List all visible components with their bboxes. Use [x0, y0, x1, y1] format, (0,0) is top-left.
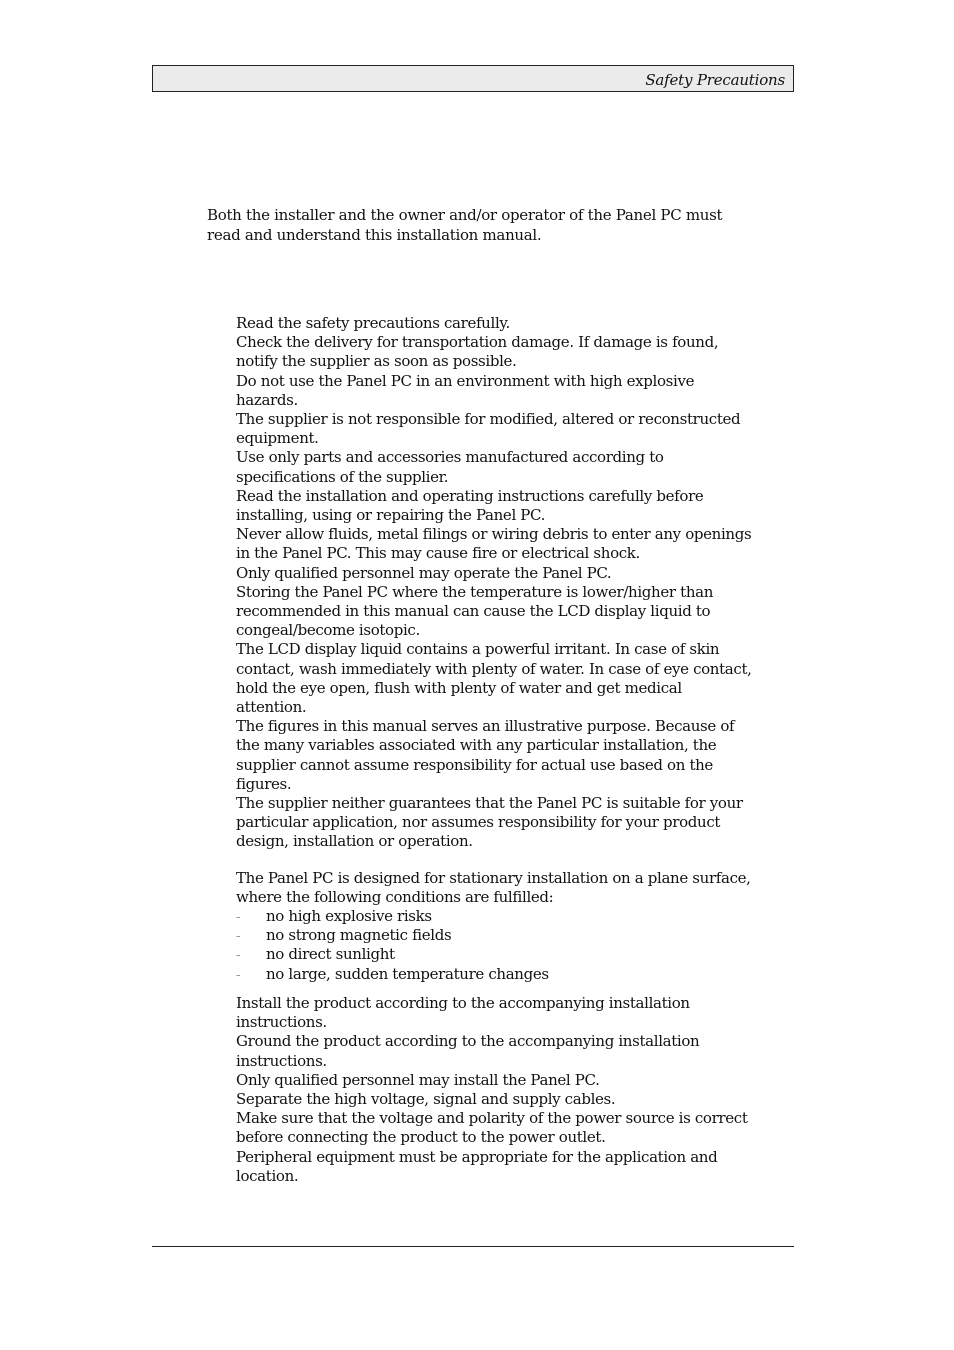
precaution-item: Read the safety precautions carefully.: [236, 314, 510, 332]
installation-instructions-list: [236, 994, 756, 1186]
condition-text: no high explosive risks: [266, 907, 432, 925]
instruction-item: Separate the high voltage, signal and supply cables.: [236, 1090, 616, 1109]
footer-rule: [152, 1246, 794, 1247]
instruction-item: Ground the product according to the accompanying installation instructions.: [236, 1032, 700, 1070]
condition-item: [236, 926, 736, 945]
condition-text: no strong magnetic fields: [266, 926, 452, 945]
instruction-item: Only qualified personnel may install the Panel PC.: [236, 1070, 600, 1089]
condition-text: no large, sudden temperature changes: [266, 964, 549, 983]
installation-intro-text: The Panel PC is designed for stationary installation on a plane surface, where the following conditions are fulfilled:: [236, 869, 751, 907]
precaution-item: Use only parts and accessories manufactured according to specifications of the supplier.: [236, 448, 664, 486]
precaution-item: The supplier is not responsible for modified, altered or reconstructed equipment.: [236, 410, 741, 448]
installation-intro: [236, 869, 756, 907]
dash-bullet: –: [236, 970, 241, 981]
installation-conditions-list: [236, 907, 736, 984]
dash-bullet: –: [236, 951, 241, 962]
page-header: [152, 65, 794, 92]
general-precautions-list: [236, 314, 756, 852]
precaution-item: Storing the Panel PC where the temperature is lower/higher than recommended in this manual can cause the LCD display liquid to congeal/become isotopic.: [236, 582, 714, 640]
precaution-item: Do not use the Panel PC in an environment with high explosive hazards.: [236, 371, 695, 409]
instruction-item: Install the product according to the accompanying installation instructions.: [236, 994, 690, 1032]
header-title: Safety Precautions: [645, 71, 785, 89]
precaution-item: Check the delivery for transportation damage. If damage is found, notify the supplier as soon as possible.: [236, 333, 719, 371]
precaution-item: Read the installation and operating instructions carefully before installing, using or repairing the Panel PC.: [236, 486, 704, 525]
precaution-item: The figures in this manual serves an illustrative purpose. Because of the many variables associated with any particular installation, the supplier cannot assume responsibility for actual use based on the figures.: [236, 717, 735, 793]
dash-bullet: –: [236, 913, 241, 923]
dash-bullet: –: [236, 932, 241, 943]
condition-text: no direct sunlight: [266, 945, 395, 964]
condition-item: [236, 907, 736, 926]
condition-item: [236, 945, 736, 964]
precaution-item: Only qualified personnel may operate the Panel PC.: [236, 563, 612, 582]
condition-item: [236, 965, 736, 984]
precaution-item: The supplier neither guarantees that the Panel PC is suitable for your particular application, nor assumes responsibility for your product design, installation or operation.: [236, 794, 743, 851]
instruction-item: Make sure that the voltage and polarity of the power source is correct before connecting the product to the power outlet.: [236, 1109, 748, 1147]
precaution-item: Never allow fluids, metal filings or wiring debris to enter any openings in the Panel PC. This may cause fire or electrical shock.: [236, 525, 752, 563]
instruction-item: Peripheral equipment must be appropriate for the application and location.: [236, 1147, 718, 1185]
precaution-item: The LCD display liquid contains a powerful irritant. In case of skin contact, wash immediately with plenty of water. In case of eye contact, hold the eye open, flush with plenty of water and get medical attention.: [236, 640, 752, 717]
intro-paragraph: Both the installer and the owner and/or operator of the Panel PC must read and understand this installation manual.: [207, 206, 723, 244]
